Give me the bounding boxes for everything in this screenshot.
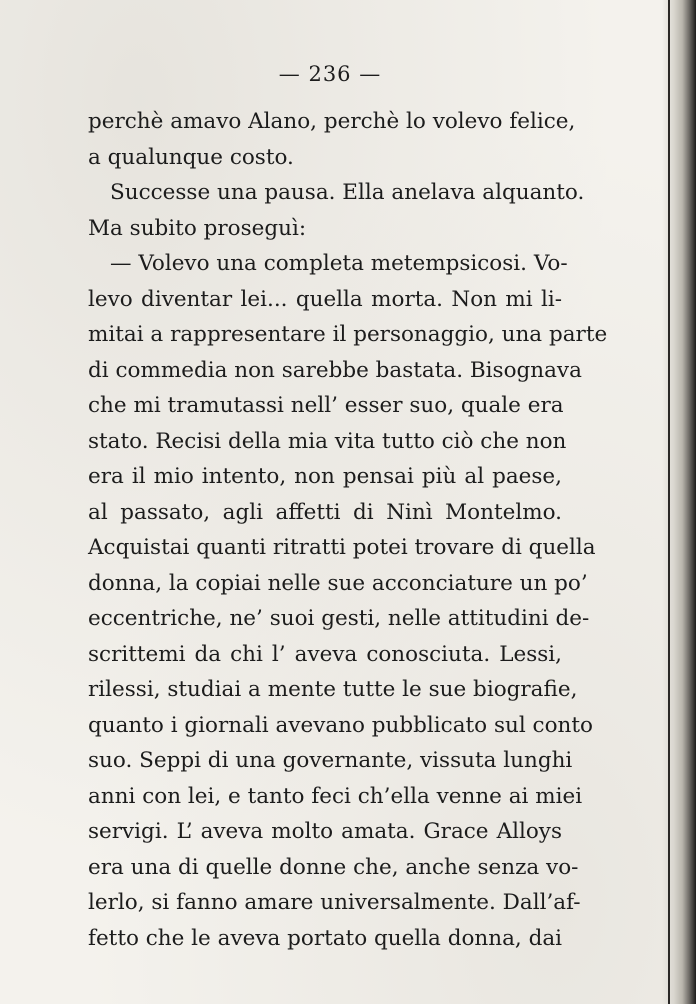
text-line-14: donna, la copiai nelle sue acconciature un po’ [88, 570, 588, 596]
text-line-17: rilessi, studiai a mente tutte le sue biografie, [88, 677, 578, 702]
text-line-12: al passato, agli affetti di Ninì Montelmo. [88, 499, 562, 525]
text-line-11: era il mio intento, non pensai più al paese, [88, 464, 562, 489]
text-line-2: a qualunque costo. [88, 144, 294, 170]
text-line-15: eccentriche, ne’ suoi gesti, nelle attitudini de- [88, 606, 590, 631]
text-line-23: lerlo, si fanno amare universalmente. Dall’af- [88, 890, 581, 915]
text-line-3: Successe una pausa. Ella anelava alquanto. [110, 180, 585, 205]
text-line-21: servigi. L’ aveva molto amata. Grace Alloys [88, 819, 562, 844]
page-edge-line [668, 0, 670, 1004]
text-line-13: Acquistai quanti ritratti potei trovare di quella [88, 535, 596, 560]
body-text [88, 104, 608, 956]
text-line-16: scrittemi da chi l’ aveva conosciuta. Lessi, [88, 641, 562, 667]
text-line-24: fetto che le aveva portato quella donna, dai [88, 925, 563, 951]
text-line-6: levo diventar lei... quella morta. Non mi li- [88, 286, 562, 312]
text-line-18: quanto i giornali avevano pubblicato sul conto [88, 712, 593, 738]
text-line-8: di commedia non sarebbe bastata. Bisognava [88, 357, 582, 383]
page-number: — 236 — [278, 62, 382, 86]
text-line-9: che mi tramutassi nell’ esser suo, quale era [88, 393, 564, 418]
text-line-5: — Volevo una completa metempsicosi. Vo- [110, 251, 568, 276]
text-line-7: mitai a rappresentare il personaggio, una parte [88, 322, 608, 347]
text-line-19: suo. Seppi di una governante, vissuta lunghi [88, 748, 573, 773]
text-line-4: Ma subito proseguì: [88, 215, 307, 241]
text-line-10: stato. Recisi della mia vita tutto ciò che non [88, 428, 567, 454]
text-line-22: era una di quelle donne che, anche senza vo- [88, 854, 579, 880]
text-line-20: anni con lei, e tanto feci ch’ella venne ai miei [88, 783, 583, 809]
text-line-1: perchè amavo Alano, perchè lo volevo felice, [88, 109, 576, 134]
